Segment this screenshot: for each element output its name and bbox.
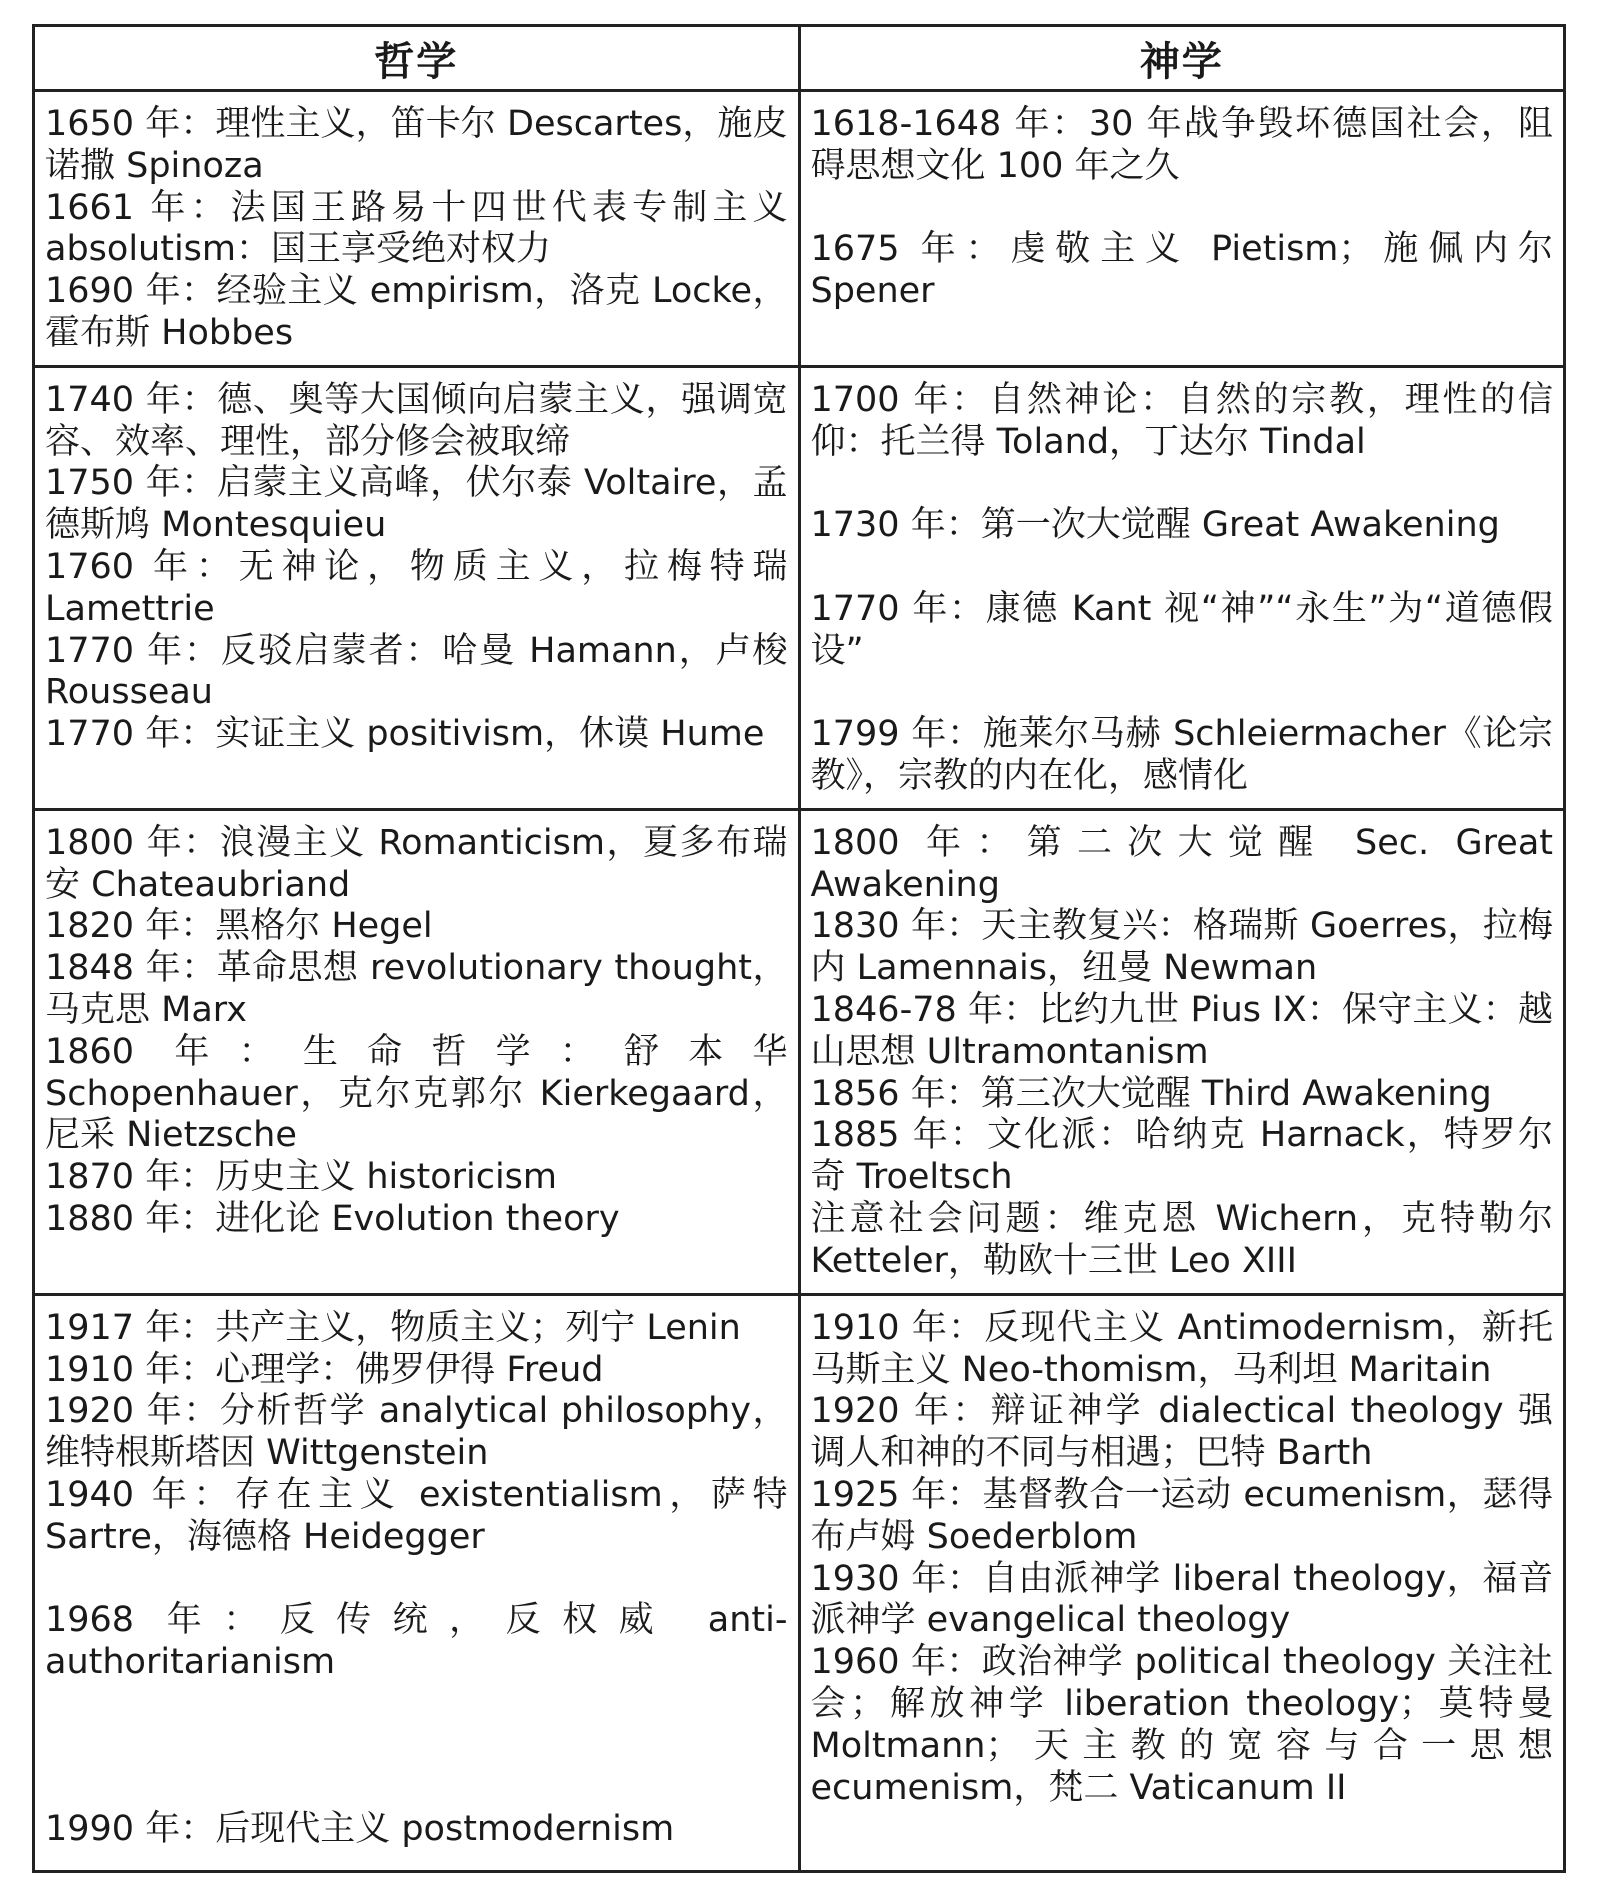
table-row xyxy=(34,366,1565,809)
philosophy-cell xyxy=(34,1294,800,1871)
theology-entry: 1856 年：第三次大觉醒 Third Awakening xyxy=(810,1073,1492,1114)
blank-line xyxy=(811,188,1554,230)
philosophy-entry: 1917 年：共产主义，物质主义；列宁 Lenin xyxy=(45,1307,741,1348)
theology-entry: 1930 年：自由派神学 liberal theology，福音派神学 evangelical theology xyxy=(810,1558,1553,1641)
philosophy-cell xyxy=(34,91,800,367)
theology-cell xyxy=(799,366,1565,809)
philosophy-entry: 1750 年：启蒙主义高峰，伏尔泰 Voltaire，孟德斯鸠 Montesquieu xyxy=(45,463,788,546)
theology-entry: 1675 年：虔敬主义 Pietism；施佩内尔 Spener xyxy=(810,229,1553,312)
philosophy-entry: 1940 年：存在主义 existentialism，萨特 Sartre，海德格 Heidegger xyxy=(45,1474,788,1557)
theology-entry: 1730 年：第一次大觉醒 Great Awakening xyxy=(810,505,1500,546)
philosophy-cell xyxy=(34,809,800,1294)
philosophy-entry: 1690 年：经验主义 empirism，洛克 Locke，霍布斯 Hobbes xyxy=(45,271,788,353)
philosophy-entry: 1760 年：无神论，物质主义，拉梅特瑞 Lamettrie xyxy=(45,546,788,629)
blank-line xyxy=(45,1726,788,1768)
theology-entry: 1618-1648 年：30 年战争毁坏德国社会，阻碍思想文化 100 年之久 xyxy=(810,104,1553,186)
theology-entry: 注意社会问题：维克恩 Wichern，克特勒尔 Ketteler，勒欧十三世 Leo XIII xyxy=(810,1198,1553,1281)
theology-entry: 1925 年：基督教合一运动 ecumenism，瑟得布卢姆 Soederblom xyxy=(810,1474,1553,1557)
philosophy-entry: 1820 年：黑格尔 Hegel xyxy=(45,906,433,947)
theology-entry: 1770 年：康德 Kant 视“神”“永生”为“道德假设” xyxy=(810,588,1553,671)
philosophy-entry: 1880 年：进化论 Evolution theory xyxy=(45,1198,620,1239)
blank-line xyxy=(811,672,1554,714)
philosophy-entry: 1770 年：反驳启蒙者：哈曼 Hamann，卢梭 Rousseau xyxy=(45,630,788,713)
table-row xyxy=(34,91,1565,367)
blank-line xyxy=(45,1559,788,1601)
table-row xyxy=(34,1294,1565,1871)
blank-line xyxy=(45,1684,788,1726)
philosophy-entry: 1800 年：浪漫主义 Romanticism，夏多布瑞安 Chateaubriand xyxy=(45,822,788,905)
philosophy-entry: 1968 年：反传统，反权威 anti-authoritarianism xyxy=(45,1600,788,1683)
blank-line xyxy=(811,463,1554,505)
philosophy-entry: 1650 年：理性主义，笛卡尔 Descartes，施皮诺撒 Spinoza xyxy=(45,104,788,186)
theology-cell xyxy=(799,809,1565,1294)
header-row xyxy=(34,26,1565,91)
philosophy-entry: 1990 年：后现代主义 postmodernism xyxy=(45,1809,675,1850)
philosophy-entry: 1740 年：德、奥等大国倾向启蒙主义，强调宽容、效率、理性，部分修会被取缔 xyxy=(45,379,788,462)
header-theology: 神学 xyxy=(799,26,1565,91)
theology-entry: 1846-78 年：比约九世 Pius IX：保守主义：越山思想 Ultramontanism xyxy=(810,989,1553,1072)
theology-entry: 1960 年：政治神学 political theology 关注社会；解放神学 liberation theology；莫特曼 Moltmann；天主教的宽容与合一思想 ecumenism，梵二 Vaticanum II xyxy=(810,1642,1553,1808)
philosophy-entry: 1661 年：法国王路易十四世代表专制主义 absolutism：国王享受绝对权力 xyxy=(45,187,788,270)
philosophy-entry: 1920 年：分析哲学 analytical philosophy，维特根斯塔因 Wittgenstein xyxy=(45,1391,788,1474)
theology-entry: 1910 年：反现代主义 Antimodernism，新托马斯主义 Neo-thomism，马利坦 Maritain xyxy=(810,1307,1553,1390)
theology-entry: 1830 年：天主教复兴：格瑞斯 Goerres，拉梅内 Lamennais，纽曼 Newman xyxy=(810,906,1553,989)
timeline-table xyxy=(32,24,1566,1873)
header-philosophy: 哲学 xyxy=(34,26,800,91)
blank-line xyxy=(811,547,1554,589)
theology-cell xyxy=(799,91,1565,367)
philosophy-cell xyxy=(34,366,800,809)
philosophy-entry: 1848 年：革命思想 revolutionary thought，马克思 Marx xyxy=(45,948,788,1030)
theology-cell xyxy=(799,1294,1565,1871)
theology-entry: 1700 年：自然神论：自然的宗教，理性的信仰：托兰得 Toland，丁达尔 Tindal xyxy=(810,379,1553,462)
table-row xyxy=(34,809,1565,1294)
philosophy-entry: 1860 年：生命哲学：舒本华 Schopenhauer，克尔克郭尔 Kierkegaard，尼采 Nietzsche xyxy=(45,1031,788,1156)
theology-entry: 1920 年：辩证神学 dialectical theology 强调人和神的不同与相遇；巴特 Barth xyxy=(810,1391,1553,1474)
blank-line xyxy=(45,1768,788,1810)
philosophy-entry: 1770 年：实证主义 positivism，休谟 Hume xyxy=(45,714,765,755)
theology-entry: 1885 年：文化派：哈纳克 Harnack，特罗尔奇 Troeltsch xyxy=(810,1115,1553,1198)
theology-entry: 1799 年：施莱尔马赫 Schleiermacher《论宗教》，宗教的内在化，感情化 xyxy=(810,714,1553,796)
philosophy-entry: 1910 年：心理学：佛罗伊得 Freud xyxy=(45,1349,604,1390)
theology-entry: 1800 年：第二次大觉醒 Sec. Great Awakening xyxy=(810,822,1553,905)
philosophy-entry: 1870 年：历史主义 historicism xyxy=(45,1157,558,1198)
